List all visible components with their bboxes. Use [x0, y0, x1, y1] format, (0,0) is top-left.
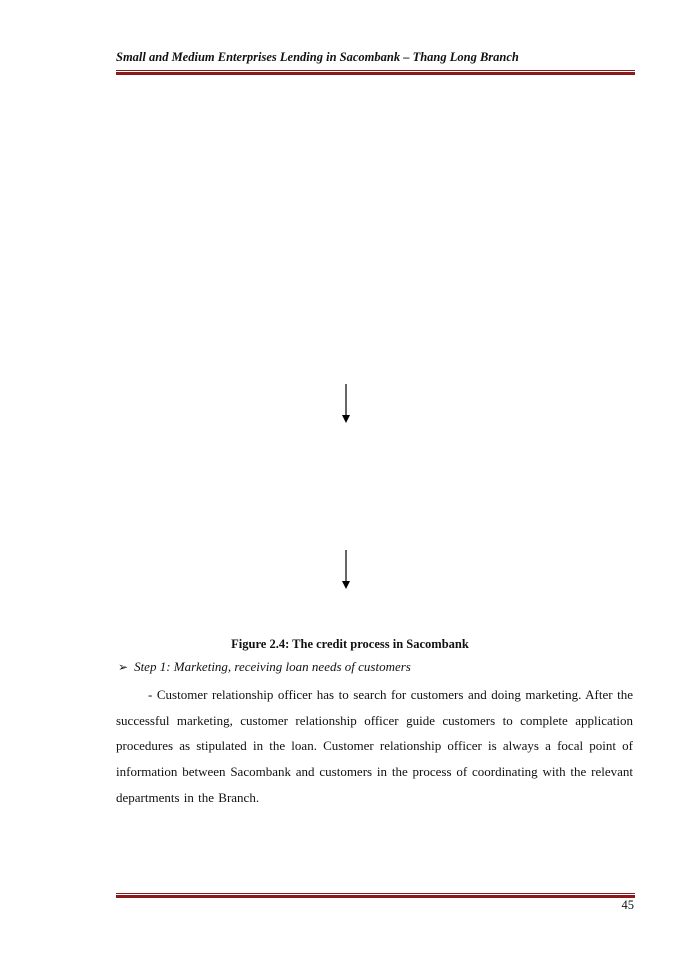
arrowhead-bullet-icon: ➢: [118, 660, 129, 674]
header-rule: [116, 70, 635, 76]
footer-rule-thick-line: [116, 895, 635, 898]
footer-rule-thin-line: [116, 893, 635, 894]
flow-arrow-down-icon: [339, 384, 353, 424]
body-paragraph: - Customer relationship officer has to search for customers and doing marketing. After the successful marketing, customer relationship officer guide customers to complete application procedures as stipulated in the loan. Customer relationship officer is always a focal point of information between Sacombank and customers in the process of coordinating with the relevant departments in the Branch.: [116, 687, 633, 805]
header-rule-thick-line: [116, 72, 635, 75]
step-heading: [118, 659, 411, 675]
page-number: 45: [621, 898, 634, 912]
footer-rule: [116, 893, 635, 899]
running-header-title: Small and Medium Enterprises Lending in Sacombank – Thang Long Branch: [116, 50, 519, 64]
flow-arrow-down-icon: [339, 550, 353, 590]
header-rule-thin-line: [116, 70, 635, 71]
figure-caption: Figure 2.4: The credit process in Sacombank: [231, 637, 469, 651]
step-heading-text: Step 1: Marketing, receiving loan needs of customers: [134, 659, 411, 674]
